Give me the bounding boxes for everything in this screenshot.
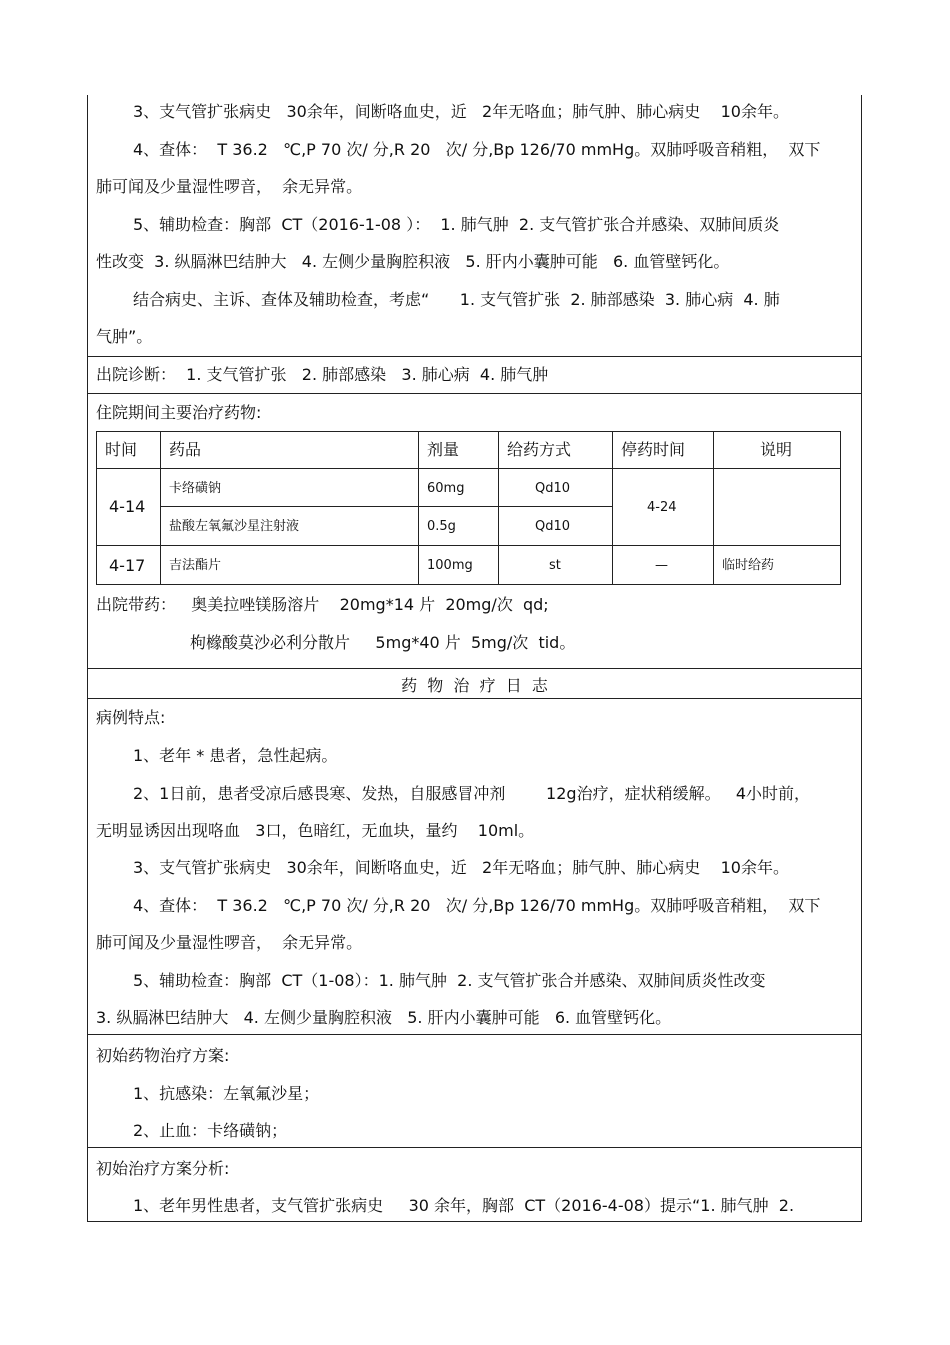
table-cell-stop: — [612, 545, 714, 585]
case-feature-line: 5、辅助检查：胸部 CT（1-08）：1. 肺气肿 2. 支气管扩张合并感染、双肺间质炎性改变 [133, 971, 766, 990]
case-features-heading: 病例特点: [96, 708, 166, 727]
discharge-meds-line-2: 枸橼酸莫沙必利分散片 5mg*40 片 5mg/次 tid。 [190, 633, 576, 652]
divider [87, 698, 862, 699]
initial-plan-item: 2、止血：卡络磺钠； [133, 1121, 288, 1140]
table-cell-note: 临时给药 [713, 545, 841, 585]
medication-table [96, 431, 841, 585]
case-feature-line: 1、老年 * 患者，急性起病。 [133, 746, 338, 765]
table-cell-stop: 4-24 [612, 468, 714, 546]
table-cell-route: Qd10 [498, 468, 613, 507]
table-cell-dose: 60mg [418, 468, 499, 507]
discharge-diagnosis: 出院诊断： 1. 支气管扩张 2. 肺部感染 3. 肺心病 4. 肺气肿 [96, 365, 549, 384]
exam-line-cont: 肺可闻及少量湿性啰音， 余无异常。 [96, 177, 363, 196]
divider [87, 356, 862, 357]
plan-analysis-heading: 初始治疗方案分析: [96, 1159, 230, 1178]
initial-plan-item: 1、抗感染：左氧氟沙星； [133, 1084, 320, 1103]
divider [87, 1034, 862, 1035]
table-cell-note [713, 468, 841, 546]
table-cell-dose: 0.5g [418, 506, 499, 546]
table-cell-route: st [498, 545, 613, 585]
history-line: 3、支气管扩张病史 30余年，间断咯血史，近 2年无咯血；肺气肿、肺心病史 10余年。 [133, 102, 789, 121]
aux-exam-line: 5、辅助检查：胸部 CT（2016-1-08 ）： 1. 肺气肿 2. 支气管扩张合并感染、双肺间质炎 [133, 215, 780, 234]
conclusion-line: 结合病史、主诉、查体及辅助检查，考虑“ 1. 支气管扩张 2. 肺部感染 3. 肺心病 4. 肺 [133, 290, 780, 309]
case-feature-line: 3、支气管扩张病史 30余年，间断咯血史，近 2年无咯血；肺气肿、肺心病史 10余年。 [133, 858, 789, 877]
divider [87, 668, 862, 669]
plan-analysis-line: 1、老年男性患者，支气管扩张病史 30 余年，胸部 CT（2016-4-08）提示“1. 肺气肿 2. [133, 1196, 795, 1215]
table-cell-drug: 卡络磺钠 [160, 468, 419, 507]
table-cell-drug: 吉法酯片 [160, 545, 419, 585]
table-cell-time: 4-17 [96, 545, 161, 585]
treatment-heading: 住院期间主要治疗药物: [96, 403, 262, 422]
divider [87, 1147, 862, 1148]
table-header-cell: 停药时间 [612, 431, 714, 469]
table-cell-time: 4-14 [96, 468, 161, 546]
table-cell-dose: 100mg [418, 545, 499, 585]
initial-plan-heading: 初始药物治疗方案: [96, 1046, 230, 1065]
case-feature-line: 无明显诱因出现咯血 3口，色暗红，无血块，量约 10ml。 [96, 821, 535, 840]
table-header-cell: 时间 [96, 431, 161, 469]
divider [87, 393, 862, 394]
discharge-meds-line: 出院带药： 奥美拉唑镁肠溶片 20mg*14 片 20mg/次 qd; [96, 595, 549, 614]
conclusion-line-cont: 气肿”。 [96, 327, 153, 346]
exam-line: 4、查体： T 36.2 ℃,P 70 次/ 分,R 20 次/ 分,Bp 126/70 mmHg。双肺呼吸音稍粗， 双下 [133, 140, 821, 159]
table-header-cell: 药品 [160, 431, 419, 469]
log-title: 药 物 治 疗 日 志 [401, 676, 548, 695]
case-feature-line: 3. 纵膈淋巴结肿大 4. 左侧少量胸腔积液 5. 肝内小囊肿可能 6. 血管壁钙化。 [96, 1008, 672, 1027]
case-feature-line: 4、查体： T 36.2 ℃,P 70 次/ 分,R 20 次/ 分,Bp 126/70 mmHg。双肺呼吸音稍粗， 双下 [133, 896, 821, 915]
table-header-cell: 说明 [713, 431, 841, 469]
table-cell-drug: 盐酸左氧氟沙星注射液 [160, 506, 419, 546]
case-feature-line: 肺可闻及少量湿性啰音， 余无异常。 [96, 933, 363, 952]
table-header-cell: 给药方式 [498, 431, 613, 469]
aux-exam-line-cont: 性改变 3. 纵膈淋巴结肿大 4. 左侧少量胸腔积液 5. 肝内小囊肿可能 6. 血管壁钙化。 [96, 252, 730, 271]
table-header-cell: 剂量 [418, 431, 499, 469]
case-feature-line: 2、1日前，患者受凉后感畏寒、发热，自服感冒冲剂 12g治疗，症状稍缓解。 4小时前， [133, 784, 811, 803]
table-cell-route: Qd10 [498, 506, 613, 546]
